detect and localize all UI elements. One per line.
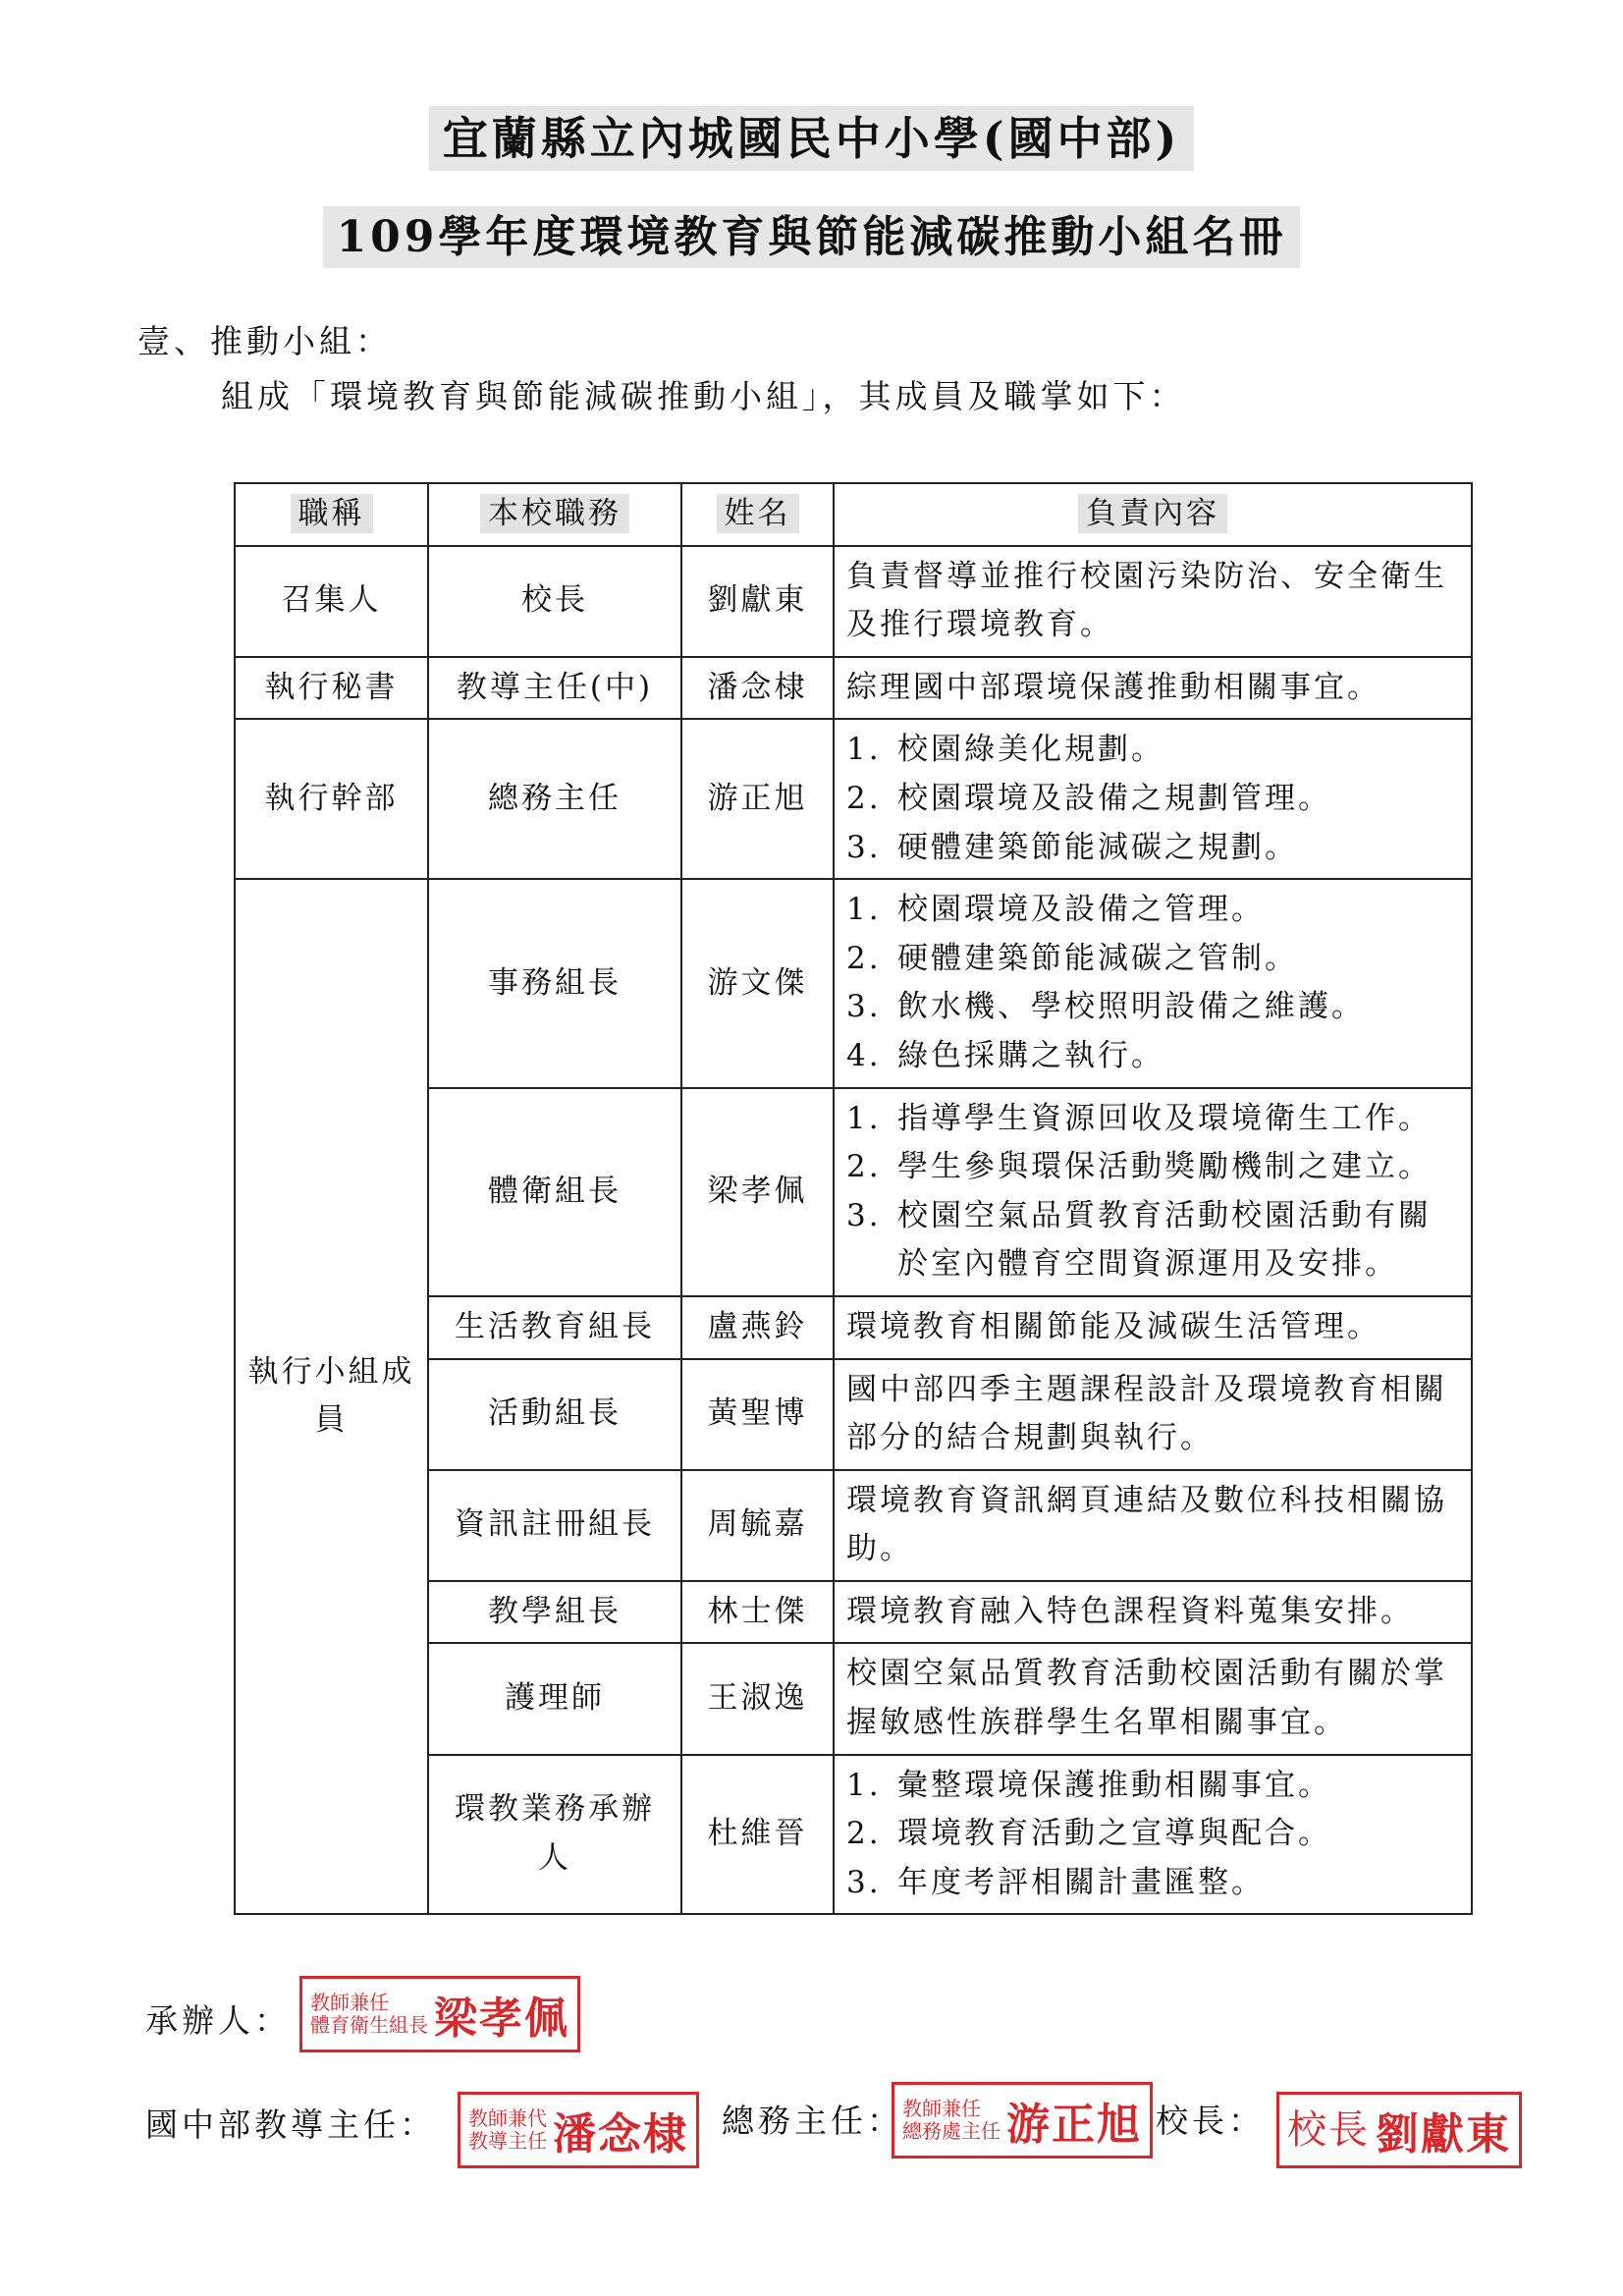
handler-seal: 教師兼任 體育衛生組長 梁孝佩 xyxy=(299,1976,580,2052)
principal-label: 校長： xyxy=(1156,2102,1265,2140)
cell-duty xyxy=(834,1755,1472,1915)
cell-duty xyxy=(834,879,1472,1087)
duty-item: 4. 綠色採購之執行。 xyxy=(846,1037,1164,1073)
cell-duty: 校園空氣品質教育活動校園活動有關於掌握敏感性族群學生名單相關事宜。 xyxy=(834,1643,1472,1754)
cell-duty: 綜理國中部環境保護推動相關事宜。 xyxy=(834,657,1472,720)
header-duty: 負責內容 xyxy=(834,483,1472,546)
cell-name: 游正旭 xyxy=(681,719,834,879)
section-heading: 壹、推動小組： xyxy=(137,322,392,360)
cell-name: 劉獻東 xyxy=(681,546,834,657)
duty-list xyxy=(846,1095,1459,1289)
table-row xyxy=(235,879,1472,1087)
cell-duty: 環境教育相關節能及減碳生活管理。 xyxy=(834,1296,1472,1359)
duty-item: 1. 校園綠美化規劃。 xyxy=(846,732,1164,768)
cell-position: 活動組長 xyxy=(428,1359,681,1470)
cell-position: 教學組長 xyxy=(428,1581,681,1644)
cell-name: 林士傑 xyxy=(681,1581,834,1644)
roster-table xyxy=(234,482,1473,1915)
header-position: 本校職務 xyxy=(428,483,681,546)
duty-item: 3. 硬體建築節能減碳之規劃。 xyxy=(846,829,1298,865)
duty-list xyxy=(846,886,1459,1080)
cell-duty xyxy=(834,1088,1472,1296)
cell-title: 執行小組成員 xyxy=(235,879,428,1914)
cell-duty xyxy=(834,719,1472,879)
duty-item: 1. 彙整環境保護推動相關事宜。 xyxy=(846,1767,1331,1803)
cell-title: 召集人 xyxy=(235,546,428,657)
cell-duty: 環境教育融入特色課程資料蒐集安排。 xyxy=(834,1581,1472,1644)
duty-item: 3. 年度考評相關計畫匯整。 xyxy=(846,1864,1265,1900)
cell-position: 教導主任(中) xyxy=(428,657,681,720)
table-header-row xyxy=(235,483,1472,546)
school-name: 宜蘭縣立內城國民中小學(國中部) xyxy=(0,103,1623,168)
cell-name: 黃聖博 xyxy=(681,1359,834,1470)
document-title: 109學年度環境教育與節能減碳推動小組名冊 xyxy=(0,201,1623,264)
cell-name: 王淑逸 xyxy=(681,1643,834,1754)
cell-position: 事務組長 xyxy=(428,879,681,1087)
handler-label: 承辦人： xyxy=(145,2001,291,2040)
duty-list xyxy=(846,726,1459,872)
duty-item: 3. 飲水機、學校照明設備之維護。 xyxy=(846,989,1365,1025)
duty-item: 2. 學生參與環保活動獎勵機制之建立。 xyxy=(846,1149,1432,1185)
cell-position: 護理師 xyxy=(428,1643,681,1754)
director-label: 國中部教導主任： xyxy=(145,2105,436,2144)
table-row xyxy=(235,657,1472,720)
duty-item: 1. 校園環境及設備之管理。 xyxy=(846,892,1265,928)
principal-seal: 校長 劉獻東 xyxy=(1276,2092,1522,2168)
cell-duty: 負責督導並推行校園污染防治、安全衛生及推行環境教育。 xyxy=(834,546,1472,657)
cell-position: 資訊註冊組長 xyxy=(428,1470,681,1581)
cell-duty: 環境教育資訊網頁連結及數位科技相關協助。 xyxy=(834,1470,1472,1581)
duty-list xyxy=(846,1762,1459,1908)
table-row xyxy=(235,546,1472,657)
cell-name: 梁孝佩 xyxy=(681,1088,834,1296)
general-affairs-seal: 教師兼任 總務處主任 游正旭 xyxy=(892,2082,1153,2159)
duty-item: 2. 環境教育活動之宣導與配合。 xyxy=(846,1816,1331,1852)
cell-name: 杜維晉 xyxy=(681,1755,834,1915)
table-row xyxy=(235,719,1472,879)
cell-name: 盧燕鈴 xyxy=(681,1296,834,1359)
duty-item: 2. 校園環境及設備之規劃管理。 xyxy=(846,780,1331,816)
cell-duty: 國中部四季主題課程設計及環境教育相關部分的結合規劃與執行。 xyxy=(834,1359,1472,1470)
cell-position: 環教業務承辦人 xyxy=(428,1755,681,1915)
general-affairs-label: 總務主任： xyxy=(722,2102,903,2140)
cell-title: 執行幹部 xyxy=(235,719,428,879)
cell-title: 執行秘書 xyxy=(235,657,428,720)
duty-item: 1. 指導學生資源回收及環境衛生工作。 xyxy=(846,1100,1432,1136)
header-name: 姓名 xyxy=(681,483,834,546)
director-seal: 教師兼代 教導主任 潘念棣 xyxy=(458,2092,699,2168)
cell-position: 總務主任 xyxy=(428,719,681,879)
section-intro: 組成「環境教育與節能減碳推動小組」，其成員及職掌如下： xyxy=(221,377,1186,415)
cell-name: 游文傑 xyxy=(681,879,834,1087)
cell-name: 潘念棣 xyxy=(681,657,834,720)
duty-item: 3. 校園空氣品質教育活動校園活動有關於室內體育空間資源運用及安排。 xyxy=(846,1197,1432,1283)
cell-position: 生活教育組長 xyxy=(428,1296,681,1359)
header-title: 職稱 xyxy=(235,483,428,546)
cell-position: 體衛組長 xyxy=(428,1088,681,1296)
duty-item: 2. 硬體建築節能減碳之管制。 xyxy=(846,940,1298,976)
cell-name: 周毓嘉 xyxy=(681,1470,834,1581)
cell-position: 校長 xyxy=(428,546,681,657)
